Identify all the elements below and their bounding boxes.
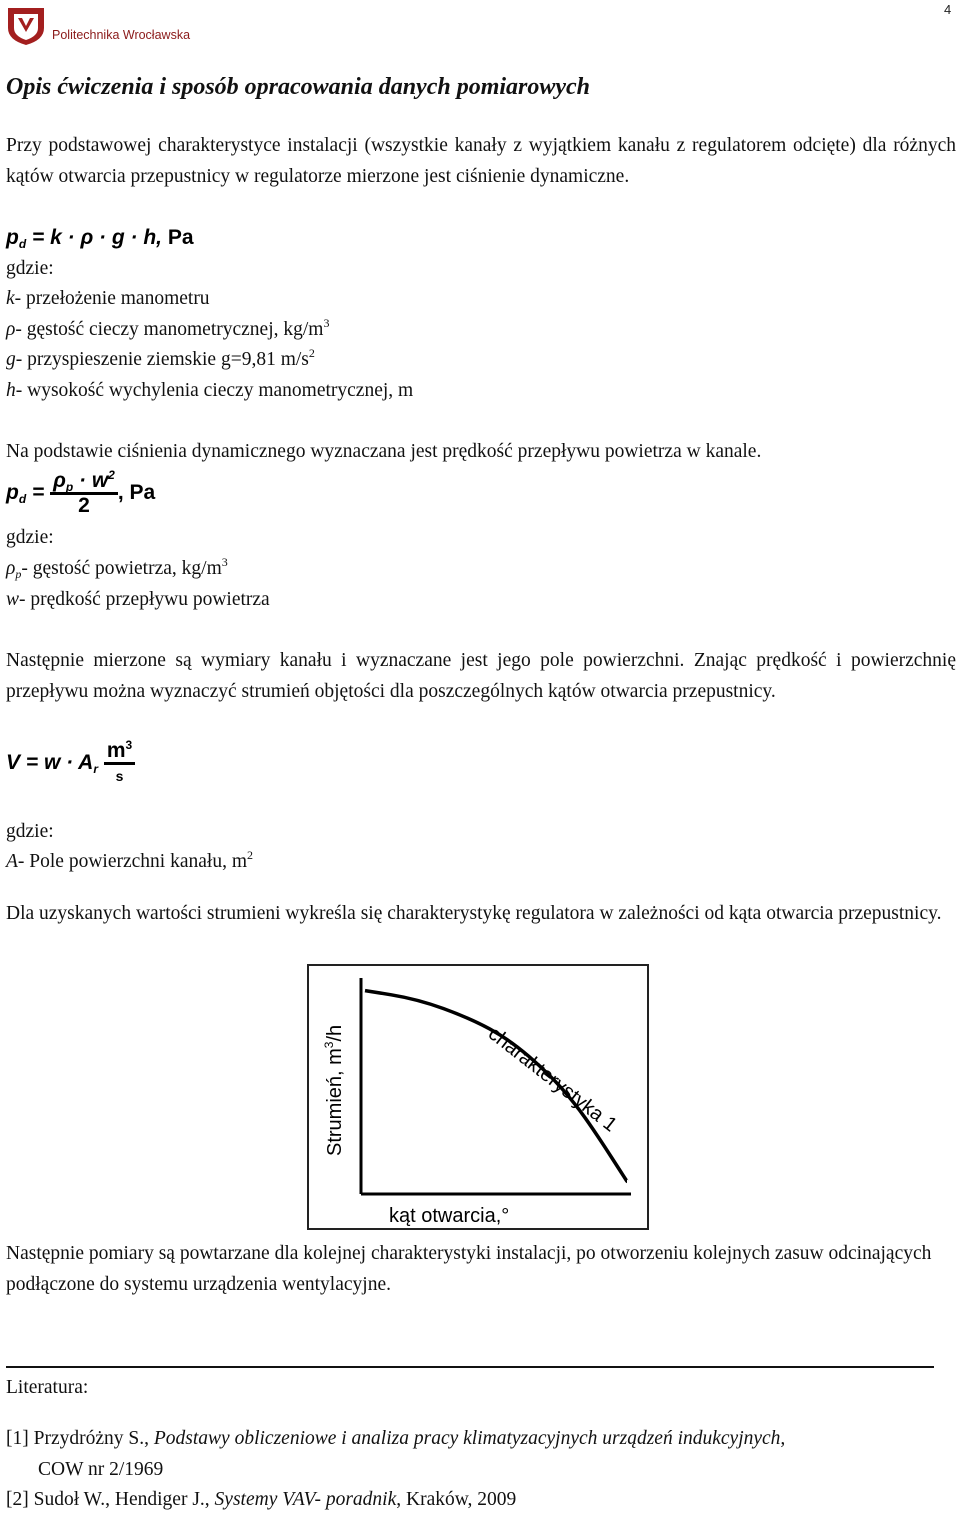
reference-author: Sudoł W., Hendiger J. bbox=[33, 1489, 205, 1510]
definition-symbol: h bbox=[6, 379, 16, 401]
divider bbox=[6, 1366, 934, 1368]
formula3-lhs: V bbox=[6, 751, 21, 775]
formula-velocity bbox=[6, 470, 155, 517]
paragraph-characteristic: Dla uzyskanych wartości strumieni wykreśla się charakterystykę regulatora w zależności od kąta otwarcia przepustnicy. bbox=[6, 903, 942, 924]
formula3-unit-sup: 3 bbox=[125, 738, 133, 752]
definition-symbol: ρ bbox=[6, 318, 16, 340]
definition-g bbox=[6, 345, 413, 376]
definition-k bbox=[6, 284, 413, 315]
definition-text: - gęstość powietrza, kg/m bbox=[21, 558, 222, 579]
formula1-unit: Pa bbox=[167, 226, 194, 249]
formula1-lhs: p bbox=[6, 226, 19, 249]
shield-icon bbox=[6, 6, 46, 46]
formula2-lhs: p bbox=[6, 481, 19, 505]
reference-rest: , Kraków, 2009 bbox=[396, 1489, 517, 1510]
definition-text: - Pole powierzchni kanału, m bbox=[17, 851, 247, 872]
definition-symbol: k bbox=[6, 288, 15, 309]
definition-w bbox=[6, 585, 270, 616]
formula3-unit-m: m bbox=[106, 739, 126, 762]
definition-symbol: w bbox=[6, 588, 20, 610]
reference-number: [2] bbox=[6, 1489, 29, 1510]
reference-2 bbox=[6, 1485, 946, 1516]
definitions-list-3 bbox=[6, 847, 253, 878]
definitions-list-1 bbox=[6, 284, 413, 406]
paragraph-flow: Następnie mierzone są wymiary kanału i wyznaczane jest jego pole powierzchni. Znając prędkość i powierzchnię przepływu można wyznaczyć strumień objętości dla poszczególnych kątów otwarcia przepustnicy. bbox=[6, 650, 956, 702]
formula2-num-sub: p bbox=[65, 480, 74, 494]
definition-text: - prędkość przepływu powietrza bbox=[19, 588, 270, 610]
formula3-unit-fraction bbox=[104, 740, 135, 787]
reference-1 bbox=[6, 1424, 946, 1485]
formula2-lhs-sub: d bbox=[18, 492, 27, 507]
logo-text: Politechnika Wrocławska bbox=[52, 28, 191, 42]
reference-author: Przydróżny S. bbox=[33, 1428, 145, 1449]
definition-text: - gęstość cieczy manometrycznej, kg/m bbox=[15, 318, 324, 340]
definition-symbol: A bbox=[6, 851, 18, 872]
formula3-rhs-sub: r bbox=[93, 762, 99, 777]
chart-svg bbox=[309, 966, 647, 1228]
formula3-unit-num bbox=[104, 740, 135, 765]
definition-sup: 3 bbox=[221, 555, 228, 569]
definition-sup: 2 bbox=[308, 346, 315, 360]
definition-sup: 2 bbox=[246, 848, 253, 862]
definition-text: - wysokość wychylenia cieczy manometrycznej, m bbox=[15, 379, 414, 401]
section-heading: Opis ćwiczenia i sposób opracowania danych pomiarowych bbox=[6, 74, 591, 100]
characteristic-chart bbox=[307, 964, 649, 1230]
definition-rho bbox=[6, 315, 413, 346]
definition-text: - przyspieszenie ziemskie g=9,81 m/s bbox=[15, 349, 309, 370]
y-axis-label-end: /h bbox=[324, 1024, 346, 1042]
definition-a bbox=[6, 847, 253, 878]
formula1-rhs: = k · ρ · g · h, bbox=[26, 226, 168, 249]
formula1-lhs-sub: d bbox=[18, 237, 27, 251]
definition-sup: 3 bbox=[323, 315, 330, 330]
reference-title: Systemy VAV- poradnik bbox=[214, 1489, 397, 1510]
reference-rest: COW nr 2/1969 bbox=[38, 1458, 164, 1480]
formula-volume-flow bbox=[6, 740, 135, 787]
paragraph-intro: Przy podstawowej charakterystyce instalacji (wszystkie kanały z wyjątkiem kanału z regulatorem odcięte) dla różnych kątów otwarcia przepustnicy w regulatorze mierzone jest ciśnienie dynamiczne. bbox=[6, 135, 956, 187]
reference-sep: , bbox=[144, 1428, 154, 1449]
formula3-unit-den: s bbox=[115, 768, 124, 784]
y-axis-label-main: Strumień, m bbox=[324, 1048, 346, 1156]
x-axis-label: kąt otwarcia,° bbox=[389, 1205, 510, 1227]
page-number: 4 bbox=[944, 2, 952, 17]
definition-symbol-sub: p bbox=[15, 567, 22, 581]
formula2-eq: = bbox=[26, 481, 51, 505]
where-label-2: gdzie: bbox=[6, 527, 54, 548]
formula2-num-sup: 2 bbox=[108, 468, 115, 482]
reference-title: Podstawy obliczeniowe i analiza pracy klimatyzacyjnych urządzeń indukcyjnych, bbox=[153, 1428, 786, 1449]
formula2-num-rest: · w bbox=[73, 469, 109, 492]
formula2-fraction bbox=[50, 470, 118, 517]
paragraph-velocity: Na podstawie ciśnienia dynamicznego wyznaczana jest prędkość przepływu powietrza w kanale. bbox=[6, 441, 762, 462]
definition-symbol: g bbox=[6, 349, 16, 370]
formula3-rhs: = w · A bbox=[20, 751, 94, 775]
formula2-num-rho: ρ bbox=[53, 469, 66, 492]
reference-sep: , bbox=[204, 1489, 215, 1510]
reference-number: [1] bbox=[6, 1428, 29, 1449]
formula-dynamic-pressure bbox=[6, 226, 194, 250]
paragraph-repeat: Następnie pomiary są powtarzane dla kolejnej charakterystyki instalacji, po otworzeniu kolejnych zasuw odcinających podłączone do systemu urządzenia wentylacyjne. bbox=[6, 1243, 932, 1295]
series-label: charakterystyka 1 bbox=[483, 1022, 621, 1137]
definition-symbol: ρ bbox=[6, 558, 16, 579]
y-axis-label-sup: 3 bbox=[322, 1041, 336, 1049]
y-axis-label bbox=[322, 1025, 346, 1156]
series-line-charakterystyka-1 bbox=[365, 991, 627, 1182]
definition-h bbox=[6, 376, 413, 407]
formula2-unit: , Pa bbox=[117, 481, 156, 505]
definition-rho-p bbox=[6, 554, 270, 585]
definition-text: - przełożenie manometru bbox=[14, 288, 210, 309]
formula2-numerator bbox=[50, 470, 118, 495]
formula2-denominator: 2 bbox=[78, 494, 90, 517]
where-label-1: gdzie: bbox=[6, 258, 54, 279]
definitions-list-2 bbox=[6, 554, 270, 615]
university-logo bbox=[6, 6, 196, 48]
where-label-3: gdzie: bbox=[6, 821, 54, 842]
literature-label: Literatura: bbox=[6, 1377, 89, 1398]
